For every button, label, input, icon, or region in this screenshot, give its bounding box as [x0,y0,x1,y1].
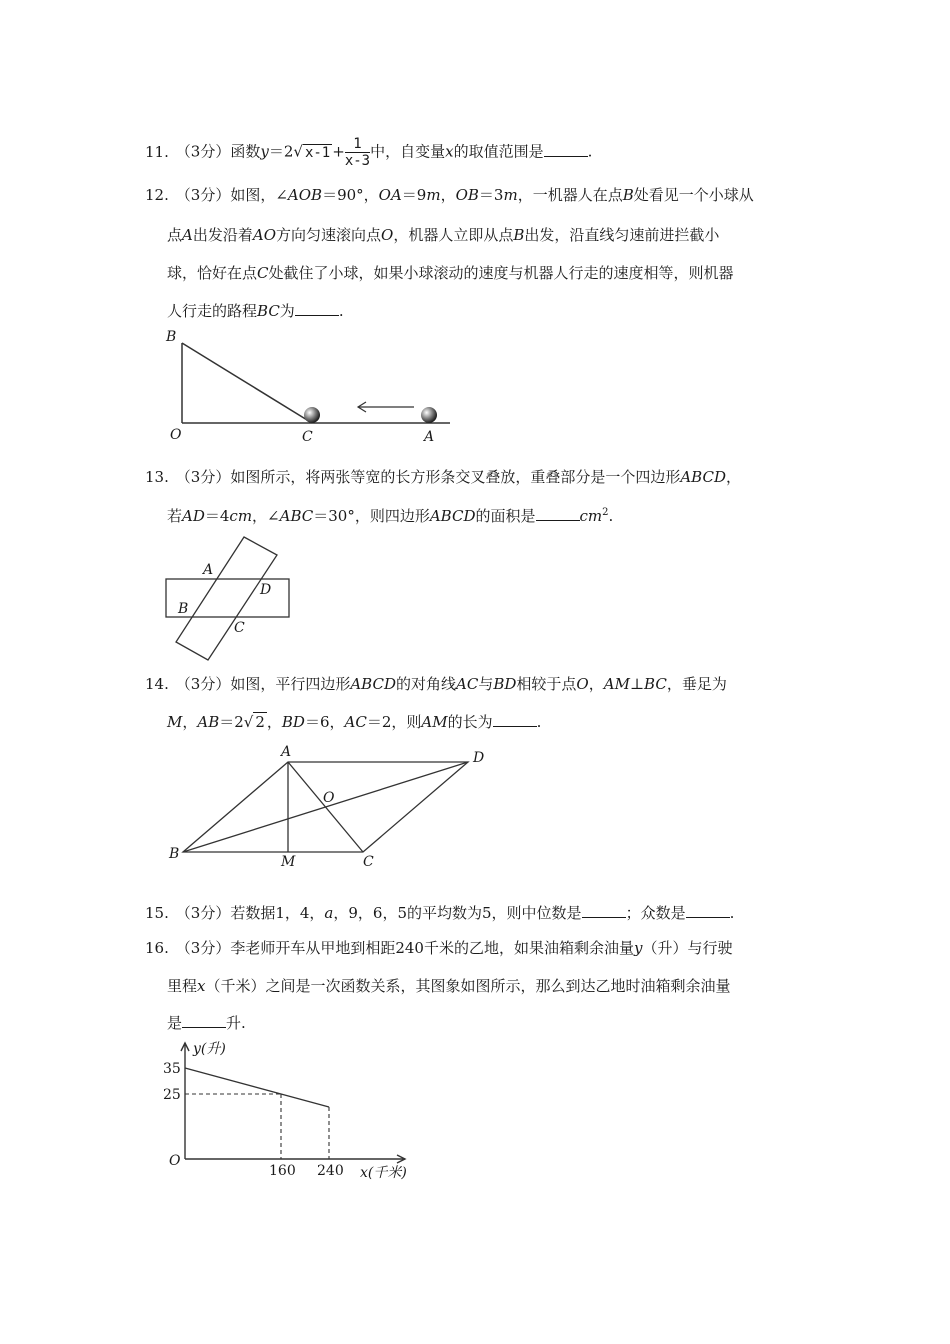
var: cm [229,507,253,525]
answer-blank[interactable] [295,301,339,316]
question-12-line-4 [167,300,344,321]
segment-bc [182,343,312,423]
text: 如图，∠ [230,186,288,204]
text: 与 [478,675,494,693]
answer-blank[interactable] [182,1013,226,1028]
answer-blank[interactable] [536,506,580,521]
text: 为 [279,302,295,320]
text: ， [182,713,198,731]
var: BC [644,675,667,693]
label-b: B [178,601,189,617]
text: ，9，6，5的平均数为5，则中位数是 [333,904,582,922]
score: （3分） [175,675,231,693]
var: B [513,226,525,244]
label-o: O [170,427,182,443]
text: 是 [167,1014,183,1032]
radicand: 2 [255,713,265,731]
diagonal-ac [288,762,363,852]
question-12-line-1 [145,184,754,205]
question-number: 13. [145,468,169,486]
label-o: O [323,790,335,806]
sqrt-icon: √ [243,713,254,731]
var: AM [421,713,448,731]
question-11 [145,136,592,169]
label-c: C [302,429,313,445]
label-a: A [424,429,435,445]
text: 的取值范围是 [453,142,544,161]
var: B [622,186,634,204]
question-16-line-1 [145,937,732,958]
var: x [197,977,206,995]
text: 如图，平行四边形 [230,675,351,693]
question-13-line-2 [167,505,613,526]
var: OA [378,186,402,204]
question-16-line-3 [167,1012,246,1033]
text: 出发，沿直线匀速前进拦截小 [524,226,720,244]
label-m: M [281,854,296,870]
question-12-line-3 [167,262,734,283]
text: ， [588,675,604,693]
chart-q16 [155,1035,425,1185]
text: 中，自变量 [370,142,446,161]
text: ；众数是 [625,904,686,922]
x-axis-label: x(千米) [360,1165,407,1181]
var: m [503,186,518,204]
fraction [345,136,370,169]
score: （3分） [175,142,231,161]
text: 人行走的路程 [167,302,258,320]
text: ＝3 [478,186,504,204]
text: ， [725,468,741,486]
text: ， [440,186,456,204]
figure-q14 [165,742,495,870]
text: . [536,713,542,731]
text: 若 [167,507,183,525]
var: AD [182,507,205,525]
question-14-line-2 [167,711,541,732]
text: 如图所示，将两张等宽的长方形条交叉叠放，重叠部分是一个四边形 [230,468,681,486]
text: 里程 [167,977,198,995]
question-number: 11. [145,142,169,161]
slanted-strip [176,537,277,660]
var: ABCD [680,468,726,486]
question-16-line-2 [167,975,731,996]
answer-blank[interactable] [544,142,588,157]
var: AC [344,713,367,731]
text: ， [266,713,282,731]
text: 方向匀速滚向点 [276,226,382,244]
var: BC [257,302,280,320]
question-12-line-2 [167,224,719,245]
label-d: D [473,750,485,766]
var: ABCD [350,675,396,693]
question-15 [145,902,734,923]
var: BD [281,713,305,731]
y-tick-label: 25 [163,1087,181,1103]
text: . [338,302,344,320]
score: （3分） [175,186,231,204]
denominator: x-3 [344,153,371,169]
text: ，机器人立即从点 [393,226,514,244]
text: ⊥ [629,675,645,693]
var: A [182,226,193,244]
var: C [257,264,269,282]
text: 的长为 [447,713,493,731]
superscript: 2 [602,507,609,518]
text: 处截住了小球，如果小球滚动的速度与机器人行走的速度相等，则机器 [268,264,734,282]
radicand: x-1 [304,144,331,161]
figure-q13 [160,532,300,664]
var: AOB [287,186,323,204]
var: OB [455,186,479,204]
text: ＝9 [401,186,427,204]
question-number: 12. [145,186,169,204]
text: ＝2，则 [366,713,422,731]
text: 函数 [230,142,261,161]
var: AB [197,713,220,731]
sqrt-icon: √ [293,142,303,161]
answer-blank[interactable] [493,712,537,727]
score: （3分） [175,904,231,922]
var: ABC [279,507,314,525]
question-number: 15. [145,904,169,922]
text: （千米）之间是一次函数关系，其图象如图所示，那么到达乙地时油箱剩余油量 [205,977,731,995]
var: M [167,713,183,731]
question-13-line-1 [145,466,741,487]
text: 升. [226,1014,246,1032]
text: ＝2 [219,713,244,731]
y-tick-label: 35 [163,1061,181,1077]
origin-label: O [169,1153,181,1169]
var-y: y [260,142,269,161]
var: ABCD [429,507,476,525]
var-x: x [445,142,454,161]
text: 相较于点 [516,675,577,693]
label-a: A [281,744,292,760]
y-axis-label: y(升) [193,1041,226,1057]
var: a [324,904,334,922]
x-tick-label: 240 [317,1163,344,1179]
text: ＝4 [204,507,230,525]
text: ，垂足为 [666,675,727,693]
ball-icon [421,407,437,423]
var: y [633,939,643,957]
var: AM [603,675,630,693]
text: 点 [167,226,183,244]
text: （升）与行驶 [642,939,733,957]
label-c: C [234,620,245,636]
text: ＝6， [304,713,345,731]
text: . [729,904,735,922]
text: ，∠ [252,507,280,525]
score: （3分） [175,939,231,957]
var: AO [252,226,277,244]
x-tick-label: 160 [269,1163,296,1179]
numerator: 1 [345,136,370,153]
label-b: B [169,846,180,862]
text: 处看见一个小球从 [633,186,754,204]
var: BD [493,675,517,693]
label-a: A [203,562,214,578]
text: + [332,142,345,161]
label-b: B [166,329,177,345]
text: . [608,507,614,525]
text: 出发沿着 [192,226,253,244]
text: 球，恰好在点 [167,264,258,282]
var: AC [456,675,479,693]
var: O [381,226,394,244]
answer-blank-mode[interactable] [686,903,730,918]
var: O [576,675,589,693]
text: ＝2 [268,142,294,161]
question-14-line-1 [145,673,727,694]
label-c: C [363,854,374,870]
series-line [185,1068,329,1107]
text: 李老师开车从甲地到相距240千米的乙地，如果油箱剩余油量 [230,939,634,957]
var: m [426,186,441,204]
question-number: 16. [145,939,169,957]
answer-blank-median[interactable] [582,903,626,918]
text: 的面积是 [475,507,536,525]
text: ，一机器人在点 [517,186,623,204]
text: 若数据1，4， [230,904,325,922]
text: ＝90°， [322,186,379,204]
ball-icon [304,407,320,423]
text: . [587,142,593,161]
score: （3分） [175,468,231,486]
figure-q12 [160,325,450,450]
text: 的对角线 [395,675,456,693]
question-number: 14. [145,675,169,693]
unit: cm [579,507,603,525]
text: ＝30°，则四边形 [313,507,430,525]
label-d: D [260,582,272,598]
